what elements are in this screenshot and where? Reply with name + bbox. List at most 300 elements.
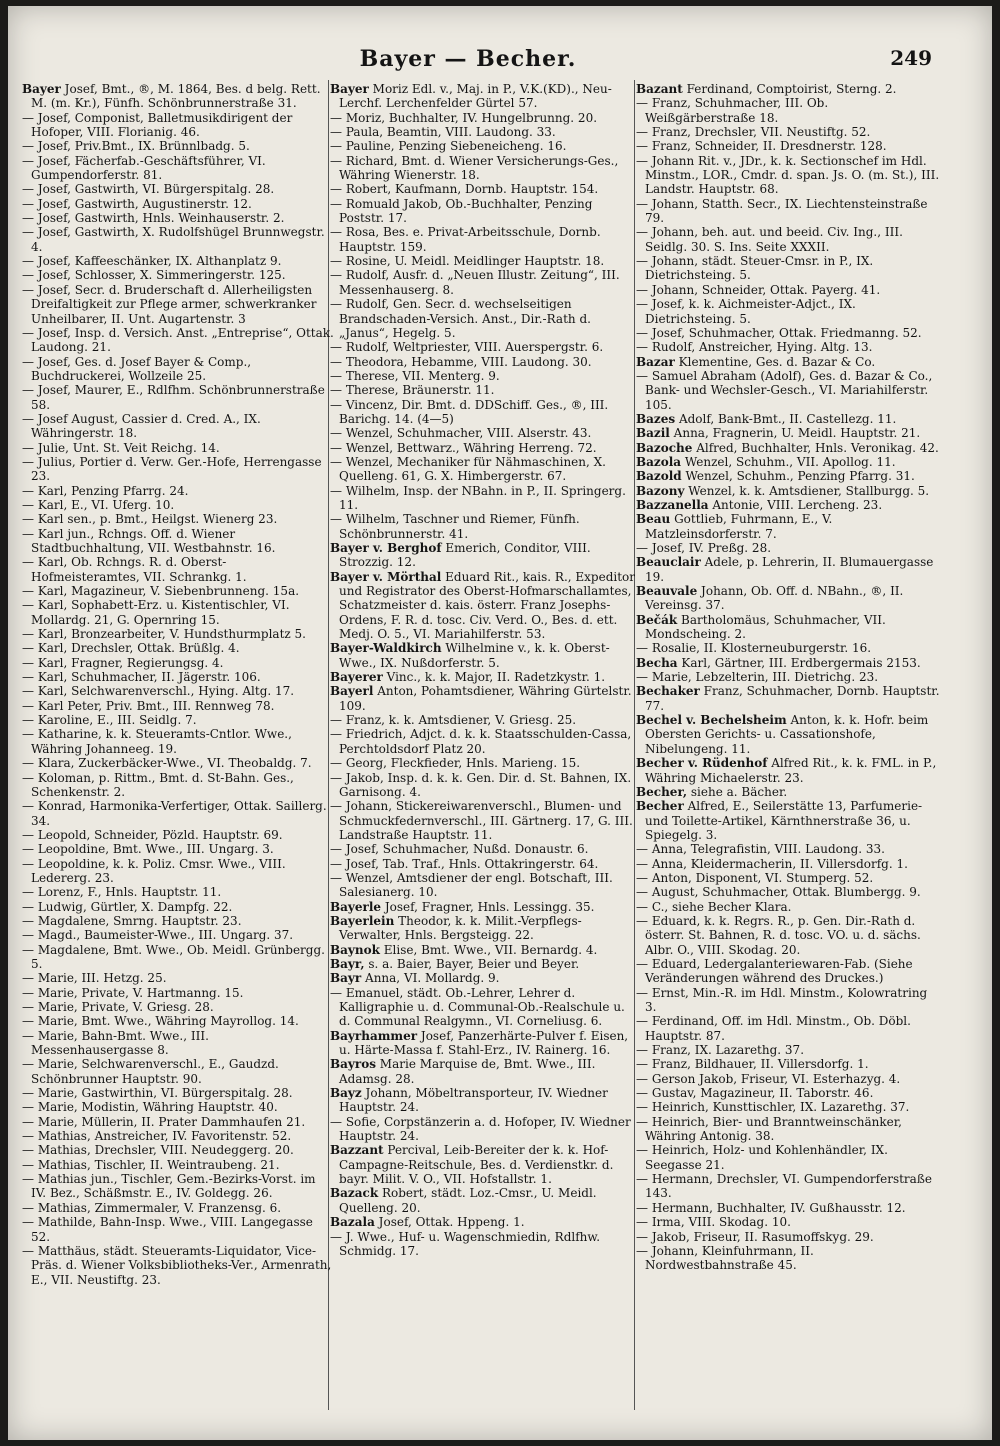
entry-text: — Karl, Selchwarenverschl., Hying. Altg. 17. [22,684,295,699]
directory-entry [330,756,638,770]
directory-entry [22,1100,334,1114]
entry-text: — Mathias, Zimmermaler, V. Franzensg. 6. [22,1200,282,1215]
directory-entry [636,469,942,483]
directory-entry [636,441,942,455]
entry-text: Wenzel, Schuhm., VII. Apollog. 11. [681,454,896,469]
surname-heading: Bazack [330,1186,379,1201]
entry-text: — Marie, Gastwirthin, VI. Bürgerspitalg. 28. [22,1086,293,1101]
directory-entry [636,139,942,153]
directory-entry [22,1158,334,1172]
directory-entry [636,197,942,226]
directory-entry [636,1014,942,1043]
entry-text: — Karl, E., VI. Uferg. 10. [22,497,175,512]
directory-entry [330,943,638,957]
entry-text: — C., siehe Becher Klara. [636,899,792,914]
directory-entry [330,268,638,297]
surname-heading: Bayrhammer [330,1028,418,1043]
surname-heading: Bečák [636,612,678,627]
directory-entry [636,785,942,799]
entry-text: — Vincenz, Dir. Bmt. d. DDSchiff. Ges., ®, III. Barichg. 14. (4—5) [330,397,609,426]
directory-entry [22,1172,334,1201]
surname-heading: Bazala [330,1215,375,1230]
entry-text: — Therese, Bräunerstr. 11. [330,383,495,398]
surname-heading: Bazony [636,483,685,498]
entry-text: — Franz, Drechsler, VII. Neustiftg. 52. [636,125,871,140]
entry-text: — Wenzel, Mechaniker für Nähmaschinen, X. Quelleng. 61, G. X. Himbergerstr. 67. [330,454,606,484]
entry-text: — Eduard, Ledergalanteriewaren-Fab. (Siehe Veränderungen während des Druckes.) [636,956,913,986]
directory-entry [22,799,334,828]
directory-entry [330,1029,638,1058]
directory-entry [636,656,942,670]
entry-text: — Josef, Schuhmacher, Ottak. Friedmanng. 52. [636,325,922,340]
entry-text: Gottlieb, Fuhrmann, E., V. Matzleinsdorferstr. 7. [645,512,833,541]
directory-entry [22,154,334,183]
directory-entry [330,871,638,900]
entry-text: Wilhelmine v., k. k. Oberst-Wwe., IX. Nußdorferstr. 5. [339,641,610,670]
directory-entry [22,828,334,842]
directory-entry [22,598,334,627]
directory-entry [636,1086,942,1100]
directory-entry [330,1186,638,1215]
directory-entry [330,426,638,440]
surname-heading: Becha [636,655,678,670]
entry-text: — Eduard, k. k. Regrs. R., p. Gen. Dir.-Rath d. österr. St. Bahnen, R. d. tosc. VO. u. d. sächs. Albr. O., VIII. Skodag. 20. [636,913,921,957]
entry-text: — Mathias, Drechsler, VIII. Neudeggerg. 20. [22,1143,294,1158]
directory-entry [22,441,334,455]
entry-text: — Franz, IX. Lazarethg. 37. [636,1043,805,1058]
surname-heading: Bazant [636,82,683,96]
directory-entry [636,484,942,498]
entry-text: — Josef, Gastwirth, X. Rudolfshügel Brunnwegstr. 4. [22,225,325,254]
directory-entry [330,154,638,183]
directory-entry [22,914,334,928]
entry-text: — Josef, Maurer, E., Rdlfhm. Schönbrunnerstraße 58. [22,383,325,412]
directory-entry [636,82,942,96]
directory-entry [330,225,638,254]
entry-text: Eduard Rit., kais. R., Expeditor und Registrator des Oberst-Hofmarschallamtes, Schatzmeister d. kais. österr. Franz Josephs-Ordens, F. R. d. tosc. Civ. Verd. O., Bes. d. ett. Medj. O. 5., VI. Mariahilferstr. 53. [339,569,636,642]
entry-text: — Karl, Magazineur, V. Siebenbrunneng. 15a. [22,584,300,599]
directory-entry [22,1115,334,1129]
directory-entry [22,727,334,756]
directory-entry [330,455,638,484]
entry-text: — Rudolf, Weltpriester, VIII. Auerspergstr. 6. [330,340,604,355]
surname-heading: Beauvale [636,584,698,599]
entry-text: — Karl Peter, Priv. Bmt., III. Rennweg 78. [22,698,275,713]
entry-text: — Karl, Bronzearbeiter, V. Hundsthurmplatz 5. [22,627,306,642]
surname-heading: Bazold [636,469,682,484]
entry-text: — Josef, Fächerfab.-Geschäftsführer, VI. Gumpendorferstr. 81. [22,153,266,183]
surname-heading: Bazar [636,354,675,369]
entry-text: — Heinrich, Holz- und Kohlenhändler, IX. Seegasse 21. [636,1143,888,1172]
directory-entry [330,727,638,756]
entry-text: — Leopold, Schneider, Pözld. Hauptstr. 69. [22,827,283,842]
directory-entry [636,684,942,713]
directory-entry [330,1057,638,1086]
directory-entry [22,699,334,713]
entry-text: — Josef, Gastwirth, VI. Bürgerspitalg. 28. [22,182,275,197]
directory-entry [330,1086,638,1115]
page-number: 249 [890,46,932,70]
entry-text: Percival, Leib-Bereiter der k. k. Hof-Campagne-Reitschule, Bes. d. Verdienstkr. d. bayr. Milit. V. O., VII. Hofstallstr. 1. [339,1143,614,1187]
directory-entry [330,82,638,111]
directory-entry [330,139,638,153]
directory-entry [636,125,942,139]
entry-text: — J. Wwe., Huf- u. Wagenschmiedin, Rdlfhw. Schmidg. 17. [330,1229,601,1258]
entry-text: Moriz Edl. v., Maj. in P., V.K.(KD)., Neu-Lerchf. Lerchenfelder Gürtel 57. [339,82,612,111]
directory-entry [636,326,942,340]
directory-entry [636,584,942,613]
entry-text: — Jakob, Friseur, II. Rasumoffskyg. 29. [636,1229,874,1244]
entry-text: — Leopoldine, Bmt. Wwe., III. Ungarg. 3. [22,842,274,857]
directory-entry [330,971,638,985]
directory-entry [22,498,334,512]
directory-entry [636,541,942,555]
directory-entry [636,555,942,584]
entry-text: — Josef, Secr. d. Bruderschaft d. Allerheiligsten Dreifaltigkeit zur Pflege armer, schwerkranker Unheilbarer, II. Unt. Augartenstr. 3 [22,282,317,326]
entry-text: — Emanuel, städt. Ob.-Lehrer, Lehrer d. Kalligraphie u. d. Communal-Ob.-Realschule u. d. Communal Realgymn., VI. Corneliusg. 6. [330,985,625,1029]
directory-entry [330,254,638,268]
directory-entry [22,527,334,556]
directory-entry [22,756,334,770]
directory-entry [330,1215,638,1229]
entry-text: — Josef August, Cassier d. Cred. A., IX. Währingerstr. 18. [22,411,261,441]
directory-entry [22,412,334,441]
directory-entry [330,512,638,541]
entry-text: — Josef, Kaffeeschänker, IX. Althanplatz 9. [22,254,282,269]
directory-entry [636,426,942,440]
entry-text: — Moriz, Buchhalter, IV. Hungelbrunng. 20. [330,110,598,125]
surname-heading: Bayer-Waldkirch [330,641,442,656]
entry-text: — Josef, Insp. d. Versich. Anst. „Entreprise“, Ottak. Laudong. 21. [22,325,334,355]
directory-entry [330,484,638,513]
page-title: Bayer — Becher. [359,46,577,72]
entry-text: — Hermann, Buchhalter, IV. Gußhausstr. 12. [636,1200,906,1215]
directory-column-3 [636,82,942,1273]
directory-entry [636,1201,942,1215]
entry-text: — Karl jun., Rchngs. Off. d. Wiener Stadtbuchhaltung, VII. Westbahnstr. 16. [22,526,276,555]
entry-text: — Ernst, Min.-R. im Hdl. Minstm., Kolowratring 3. [636,985,928,1014]
entry-text: — Robert, Kaufmann, Dornb. Hauptstr. 154. [330,182,599,197]
directory-entry [22,254,334,268]
entry-text: — Josef, IV. Preßg. 28. [636,541,772,555]
entry-text: Ferdinand, Comptoirist, Sterng. 2. [682,82,897,96]
directory-entry [22,197,334,211]
directory-entry [330,670,638,684]
directory-entry [636,96,942,125]
directory-entry [636,1072,942,1086]
directory-entry [636,355,942,369]
entry-text: — Rudolf, Anstreicher, Hying. Altg. 13. [636,340,873,355]
entry-text: — Rosa, Bes. e. Privat-Arbeitsschule, Dornb. Hauptstr. 159. [330,225,601,254]
directory-entry [330,111,638,125]
directory-entry [636,154,942,197]
entry-text: — Wenzel, Schuhmacher, VIII. Alserstr. 43. [330,426,592,441]
directory-entry [636,914,942,957]
entry-text: — Magdalene, Smrng. Hauptstr. 23. [22,913,242,928]
entry-text: — Romuald Jakob, Ob.-Buchhalter, Penzing Poststr. 17. [330,196,593,226]
directory-entry [636,1230,942,1244]
entry-text: — Julius, Portier d. Verw. Ger.-Hofe, Herrengasse 23. [22,454,322,484]
surname-heading: Bayer [22,82,61,96]
directory-entry [22,211,334,225]
directory-entry [22,1014,334,1028]
directory-entry [636,670,942,684]
directory-entry [636,842,942,856]
directory-entry [22,512,334,526]
directory-entry [636,1043,942,1057]
entry-text: — Wilhelm, Taschner und Riemer, Fünfh. Schönbrunnerstr. 41. [330,512,580,541]
entry-text: — Katharine, k. k. Steueramts-Cntlor. Wwe., Währing Johanneeg. 19. [22,727,292,756]
directory-entry [330,684,638,713]
directory-entry [636,799,942,842]
surname-heading: Bayr, [330,956,365,971]
directory-entry [22,326,334,355]
directory-entry [330,713,638,727]
entry-text: — Marie, Bahn-Bmt. Wwe., III. Messenhausergasse 8. [22,1028,209,1058]
entry-text: — Josef, Schuhmacher, Nußd. Donaustr. 6. [330,842,589,857]
directory-column-1 [22,82,334,1287]
entry-text: — Anna, Telegrafistin, VIII. Laudong. 33. [636,842,885,857]
directory-entry [330,182,638,196]
entry-text: — Magd., Baumeister-Wwe., III. Ungarg. 37. [22,928,294,943]
surname-heading: Bazes [636,411,676,426]
entry-text: — Jakob, Insp. d. k. k. Gen. Dir. d. St. Bahnen, IX. Garnisong. 4. [330,770,632,799]
entry-text: Alfred Rit., k. k. FML. in P., Währing Michaelerstr. 23. [645,756,937,785]
entry-text: — Karl, Penzing Pfarrg. 24. [22,483,189,498]
directory-entry [22,455,334,484]
directory-entry [22,627,334,641]
directory-entry [22,1000,334,1014]
entry-text: — Irma, VIII. Skodag. 10. [636,1215,791,1230]
directory-entry [22,857,334,886]
entry-text: Anton, Pohamtsdiener, Währing Gürtelstr. 109. [339,684,632,713]
surname-heading: Bayerle [330,899,382,914]
directory-entry [330,355,638,369]
directory-entry [330,441,638,455]
entry-text: — Johann Rit. v., JDr., k. k. Sectionschef im Hdl. Minstm., LOR., Cmdr. d. span. Js. O. (m. St.), III. Landstr. Hauptstr. 68. [636,153,940,197]
entry-text: — Johann, städt. Steuer-Cmsr. in P., IX. Dietrichsteing. 5. [636,254,874,283]
directory-entry [330,1230,638,1259]
entry-text: — Samuel Abraham (Adolf), Ges. d. Bazar & Co., Bank- und Wechsler-Gesch., VI. Mariahilferstr. 105. [636,368,933,412]
directory-entry [22,943,334,972]
directory-entry [636,412,942,426]
entry-text: — Gustav, Magazineur, II. Taborstr. 46. [636,1086,874,1101]
directory-entry [22,1029,334,1058]
directory-entry [22,684,334,698]
entry-text: — Karl, Schuhmacher, II. Jägerstr. 106. [22,670,261,685]
entry-text: Alfred, E., Seilerstätte 13, Parfumerie- und Toilette-Artikel, Kärnthnerstraße 36, u. Spiegelg. 3. [645,799,923,842]
directory-entry [330,383,638,397]
directory-entry [636,641,942,655]
entry-text: — Sofie, Corpstänzerin a. d. Hofoper, IV. Wiedner Hauptstr. 24. [330,1114,631,1144]
surname-heading: Bechaker [636,684,700,699]
entry-text: Antonie, VIII. Lercheng. 23. [708,497,883,512]
entry-text: — Marie, Lebzelterin, III. Dietrichg. 23. [636,670,879,685]
entry-text: Robert, städt. Loz.-Cmsr., U. Meidl. Quelleng. 20. [339,1186,597,1215]
entry-text: — Marie, Müllerin, II. Prater Dammhaufen 21. [22,1114,306,1129]
entry-text: — Marie, Private, V. Hartmanng. 15. [22,985,244,1000]
directory-entry [22,656,334,670]
directory-entry [22,268,334,282]
directory-entry [636,1244,942,1273]
entry-text: — Mathias, Tischler, II. Weintraubeng. 21. [22,1157,280,1172]
surname-heading: Baynok [330,942,380,957]
entry-text: Josef, Panzerhärte-Pulver f. Eisen, u. Härte-Massa f. Stahl-Erz., IV. Rainerg. 16. [339,1028,629,1058]
entry-text: — Mathias jun., Tischler, Gem.-Bezirks-Vorst. im IV. Bez., Schäßmstr. E., IV. Goldegg. 26. [22,1172,316,1201]
directory-entry [22,139,334,153]
entry-text: — Franz, k. k. Amtsdiener, V. Griesg. 25. [330,713,577,728]
entry-text: — Johann, Kleinfuhrmann, II. Nordwestbahnstraße 45. [636,1243,814,1273]
surname-heading: Beau [636,512,671,527]
entry-text: — Josef, Ges. d. Josef Bayer & Comp., Buchdruckerei, Wollzeile 25. [22,354,252,383]
directory-entry [22,1129,334,1143]
directory-entry [636,1143,942,1172]
entry-text: — Ludwig, Gürtler, X. Dampfg. 22. [22,899,233,914]
entry-text: — August, Schuhmacher, Ottak. Blumbergg. 9. [636,885,921,900]
entry-text: — Richard, Bmt. d. Wiener Versicherungs-Ges., Währing Wienerstr. 18. [330,153,619,183]
entry-text: — Karl, Ob. Rchngs. R. d. Oberst-Hofmeisteramtes, VII. Schrankg. 1. [22,555,247,584]
entry-text: — Lorenz, F., Hnls. Hauptstr. 11. [22,885,222,900]
entry-text: — Josef, Priv.Bmt., IX. Brünnlbadg. 5. [22,139,250,154]
entry-text: Anton, k. k. Hofr. beim Obersten Gerichts- u. Cassationshofe, Nibelungeng. 11. [645,713,929,756]
directory-entry [330,842,638,856]
directory-entry [22,555,334,584]
surname-heading: Becher, [636,784,688,799]
directory-entry [330,340,638,354]
entry-text: Anna, Fragnerin, U. Meidl. Hauptstr. 21. [669,426,921,441]
directory-entry [22,885,334,899]
directory-entry [636,871,942,885]
entry-text: — Leopoldine, k. k. Poliz. Cmsr. Wwe., VIII. Ledererg. 23. [22,856,286,885]
entry-text: — Josef, Componist, Balletmusikdirigent der Hofoper, VIII. Florianig. 46. [22,110,293,140]
directory-entry [636,857,942,871]
entry-text: Johann, Möbeltransporteur, IV. Wiedner Hauptstr. 24. [339,1086,608,1115]
entry-text: — Wenzel, Amtsdiener der engl. Botschaft, III. Salesianerg. 10. [330,870,613,900]
directory-entry [22,283,334,326]
directory-entry [22,670,334,684]
surname-heading: Becher [636,799,684,814]
directory-page [8,6,992,1440]
entry-text: — Marie, Modistin, Währing Hauptstr. 40. [22,1100,278,1115]
directory-entry [22,82,334,111]
entry-text: — Johann, Stickereiwarenverschl., Blumen- und Schmuckfedernverschl., III. Gärtnerg. 17, G. III. Landstraße Hauptstr. 11. [330,799,633,842]
entry-text: — Johann, Schneider, Ottak. Payerg. 41. [636,282,881,297]
entry-text: siehe a. Bächer. [687,784,788,799]
entry-text: Josef, Ottak. Hppeng. 1. [374,1215,525,1230]
entry-text: Elise, Bmt. Wwe., VII. Bernardg. 4. [379,942,598,957]
directory-entry [330,900,638,914]
directory-entry [22,771,334,800]
surname-heading: Bayer v. Mörthal [330,569,442,584]
directory-entry [22,182,334,196]
entry-text: — Mathias, Anstreicher, IV. Favoritenstr. 52. [22,1129,292,1144]
entry-text: — Rosalie, II. Klosterneuburgerstr. 16. [636,641,872,656]
entry-text: Anna, VI. Mollardg. 9. [361,971,500,986]
entry-text: Franz, Schuhmacher, Dornb. Hauptstr. 77. [645,684,940,713]
entry-text: Adolf, Bank-Bmt., II. Castellezg. 11. [675,411,897,426]
directory-entry [22,484,334,498]
directory-entry [330,369,638,383]
entry-text: — Matthäus, städt. Steueramts-Liquidator, Vice-Präs. d. Wiener Volksbibliotheks-Ver., Armenrath, E., VII. Neustiftg. 23. [22,1243,332,1287]
directory-entry [636,613,942,642]
directory-entry [636,1057,942,1071]
entry-text: — Wilhelm, Insp. der NBahn. in P., II. Springerg. 11. [330,483,626,512]
entry-text: — Julie, Unt. St. Veit Reichg. 14. [22,440,220,455]
entry-text: — Theodora, Hebamme, VIII. Laudong. 30. [330,354,592,369]
entry-text: — Johann, beh. aut. und beeid. Civ. Ing., III. Seidlg. 30. S. Ins. Seite XXXII. [636,225,903,254]
entry-text: — Marie, Bmt. Wwe., Währing Mayrollog. 14. [22,1014,299,1029]
directory-entry [22,383,334,412]
directory-entry [636,254,942,283]
entry-text: — Klara, Zuckerbäcker-Wwe., VI. Theobaldg. 7. [22,756,312,771]
directory-entry [330,641,638,670]
directory-entry [636,900,942,914]
entry-text: — Josef, Gastwirth, Augustinerstr. 12. [22,196,252,211]
entry-text: — Franz, Bildhauer, II. Villersdorfg. 1. [636,1057,869,1072]
entry-text: — Mathilde, Bahn-Insp. Wwe., VIII. Langegasse 52. [22,1215,313,1244]
surname-heading: Bazzanella [636,497,709,512]
directory-entry [22,1086,334,1100]
directory-entry [22,713,334,727]
entry-text: — Heinrich, Kunsttischler, IX. Lazarethg. 37. [636,1100,910,1115]
surname-heading: Bayerlein [330,913,395,928]
directory-entry [22,842,334,856]
entry-text: Theodor, k. k. Milit.-Verpflegs-Verwalter, Hnls. Bergsteigg. 22. [339,913,582,943]
surname-heading: Bayerer [330,670,383,685]
entry-text: — Josef, Tab. Traf., Hnls. Ottakringerstr. 64. [330,856,599,871]
entry-text: — Karl, Drechsler, Ottak. Brüßlg. 4. [22,641,240,656]
entry-text: — Rosine, U. Meidl. Meidlinger Hauptstr. 18. [330,254,605,269]
directory-entry [636,713,942,756]
entry-text: Wenzel, Schuhm., Penzing Pfarrg. 31. [681,469,915,484]
entry-text: — Pauline, Penzing Siebeneicheng. 16. [330,139,567,154]
directory-entry [330,957,638,971]
directory-entry [636,1215,942,1229]
entry-text: Josef, Fragner, Hnls. Lessingg. 35. [381,899,595,914]
directory-entry [330,297,638,340]
entry-text: — Anton, Disponent, VI. Stumperg. 52. [636,870,874,885]
entry-text: — Marie, Selchwarenverschl., E., Gaudzd. Schönbrunner Hauptstr. 90. [22,1057,279,1086]
entry-text: — Rudolf, Gen. Secr. d. wechselseitigen Brandschaden-Versich. Anst., Dir.-Rath d. „Janus“, Hegelg. 5. [330,297,591,340]
entry-text: — Karoline, E., III. Seidlg. 7. [22,713,197,728]
directory-entry [330,857,638,871]
surname-heading: Bayer [330,82,369,96]
surname-heading: Becher v. Rüdenhof [636,756,768,771]
directory-entry [636,1100,942,1114]
directory-entry [330,986,638,1029]
entry-text: — Therese, VII. Menterg. 9. [330,368,500,383]
directory-entry [636,498,942,512]
directory-entry [636,455,942,469]
directory-entry [22,1201,334,1215]
entry-text: — Gerson Jakob, Friseur, VI. Esterhazyg. 4. [636,1071,901,1086]
entry-text: Alfred, Buchhalter, Hnls. Veronikag. 42. [692,440,939,455]
surname-heading: Bayer v. Berghof [330,541,442,555]
entry-text: — Friedrich, Adjct. d. k. k. Staatsschulden-Cassa, Perchtoldsdorf Platz 20. [330,727,632,756]
surname-heading: Bazola [636,454,682,469]
directory-entry [22,971,334,985]
entry-text: — Magdalene, Bmt. Wwe., Ob. Meidl. Grünbergg. 5. [22,942,325,971]
directory-entry [636,283,942,297]
entry-text: — Franz, Schneider, II. Dresdnerstr. 128. [636,139,887,154]
directory-entry [330,1143,638,1186]
directory-entry [330,398,638,427]
entry-text: — Ferdinand, Off. im Hdl. Minstm., Ob. Döbl. Hauptstr. 87. [636,1014,911,1043]
directory-entry [22,900,334,914]
entry-text: Bartholomäus, Schuhmacher, VII. Mondscheing. 2. [645,612,886,642]
entry-text: Adele, p. Lehrerin, II. Blumauergasse 19. [645,555,934,584]
entry-text: Karl, Gärtner, III. Erdbergermais 2153. [677,655,921,670]
